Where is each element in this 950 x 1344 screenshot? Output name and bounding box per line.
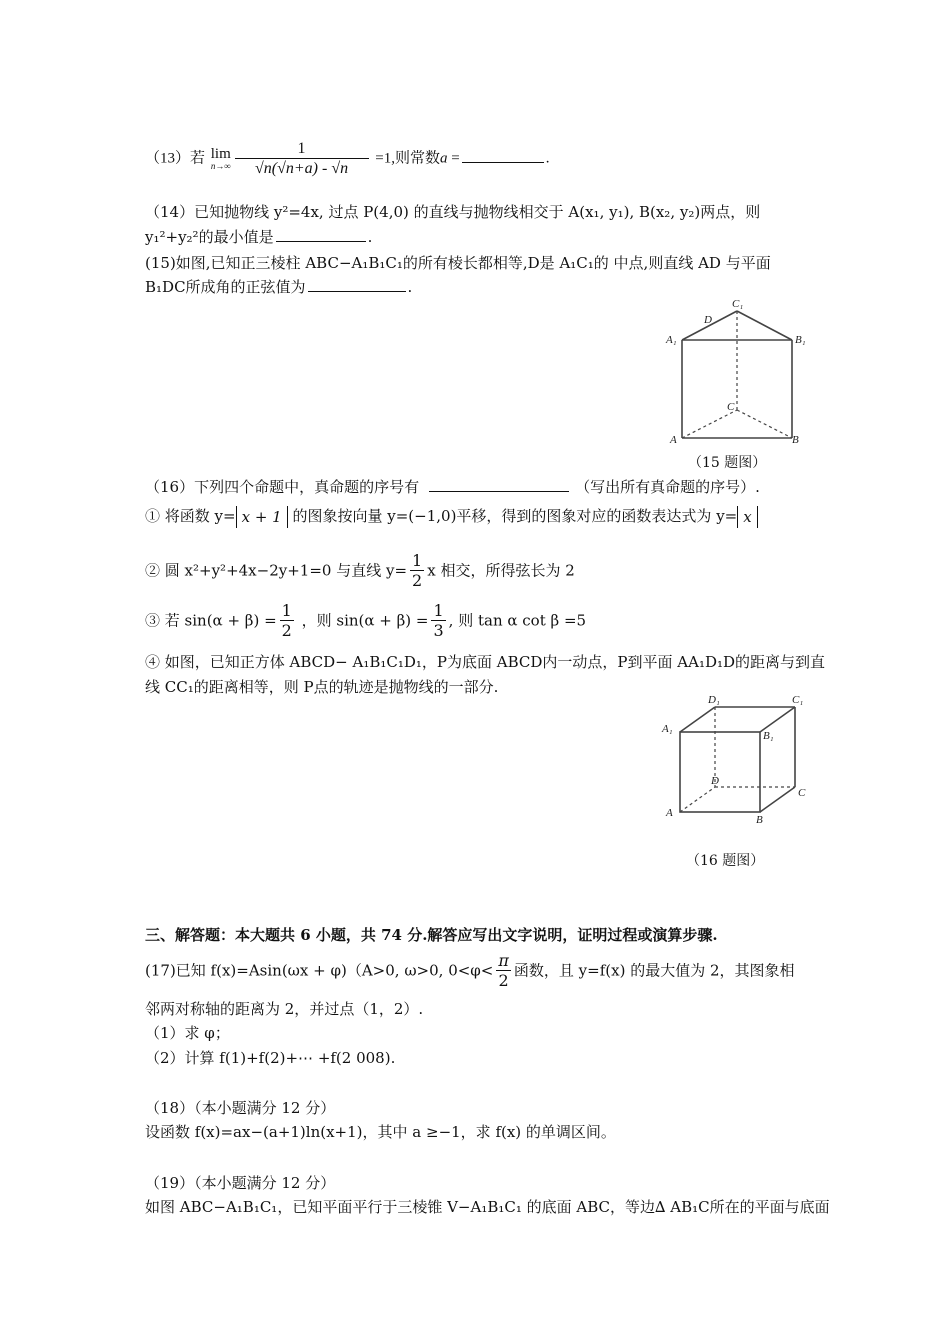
q16-item1-abs2: x <box>737 506 757 528</box>
q19-body: 如图 ABC−A₁B₁C₁，已知平面平行于三棱锥 V−A₁B₁C₁ 的底面 ABC，等边∆ AB₁C所在的平面与底面 <box>145 1198 830 1216</box>
q17-frac <box>496 952 511 991</box>
q16-item2-a: ② 圆 x²+y²+4x−2y+1=0 与直线 y= <box>145 561 408 580</box>
q16-item3-frac2 <box>431 602 445 641</box>
q16-item2-num: 1 <box>412 551 423 570</box>
q16-item1-a: ① 将函数 y= <box>145 507 236 525</box>
q16-cube-figure <box>660 692 820 827</box>
q16-item2-den: 2 <box>412 571 423 591</box>
q15-label-c: C <box>727 401 735 413</box>
q16-item3-num2: 1 <box>433 601 444 620</box>
q18-body: 设函数 f(x)=ax−(a+1)ln(x+1)，其中 a ≥−1，求 f(x) 的单调区间。 <box>145 1123 616 1141</box>
q16-answer-blank <box>429 490 569 492</box>
q16-caption: （16 题图） <box>686 853 765 869</box>
q16-item1-abs1: x + 1 <box>236 506 288 528</box>
q15-line2-end: . <box>407 278 413 296</box>
q16-item4-line2: 线 CC₁的距离相等，则 P点的轨迹是抛物线的一部分. <box>145 678 499 696</box>
q16-item3-den2: 3 <box>433 621 444 641</box>
q19-header: （19）（本小题满分 12 分） <box>145 1174 336 1192</box>
q17-line1-b: 函数，且 y=f(x) 的最大值为 2，其图象相 <box>513 961 795 980</box>
q13-limit <box>211 147 231 171</box>
q16-label-c1: C₁ <box>792 694 804 706</box>
q16-label-d1: D₁ <box>708 694 720 706</box>
q15-line2 <box>145 278 412 296</box>
q16-item2-b: x 相交，所得弦长为 2 <box>427 561 575 580</box>
q15-prism-figure <box>662 295 812 455</box>
q16-item2-frac <box>410 552 424 591</box>
q15-label-a: A <box>670 434 677 446</box>
q16-item3 <box>145 602 586 641</box>
q16-item3-num1: 1 <box>281 601 292 620</box>
q16-line1-prefix: （16）下列四个命题中，真命题的序号有 <box>145 478 420 496</box>
q16-item3-c: , 则 tan α cot β =5 <box>448 611 587 630</box>
q16-item2 <box>145 552 575 591</box>
q17-part1: （1）求 φ； <box>145 1024 230 1042</box>
q17-frac-den: 2 <box>498 971 509 991</box>
q17-line2: 邻两对称轴的距离为 2，并过点（1，2）. <box>145 1000 424 1018</box>
q16-label-a: A <box>666 807 673 819</box>
q16-label-b1: B₁ <box>763 730 774 742</box>
q13-var: a <box>440 150 448 167</box>
q17-line1 <box>145 952 795 991</box>
q16-item3-frac1 <box>280 602 294 641</box>
q16-item4-line1: ④ 如图，已知正方体 ABCD− A₁B₁C₁D₁，P为底面 ABCD内一动点，P到平面 AA₁D₁D的距离与到直 <box>145 653 826 671</box>
q15-label-d: D <box>704 314 712 326</box>
q14-line2-prefix: y₁²+y₂²的最小值是 <box>145 228 274 246</box>
q16-item1-b: 的图象按向量 y=(−1,0)平移，得到的图象对应的函数表达式为 y= <box>292 507 738 525</box>
q13-lim: lim <box>210 146 231 163</box>
q16-label-c: C <box>798 787 806 799</box>
q17-line1-a: (17)已知 f(x)=Asin(ωx + φ)（A>0, ω>0, 0<φ< <box>145 961 494 980</box>
q15-label-c1: C₁ <box>732 298 744 310</box>
q15-line1: (15)如图,已知正三棱柱 ABC−A₁B₁C₁的所有棱长都相等,D是 A₁C₁的 中点,则直线 AD 与平面 <box>145 254 771 272</box>
q16-item1 <box>145 506 758 528</box>
q15-line2-prefix: B₁DC所成角的正弦值为 <box>145 278 306 296</box>
q13-eq2: = <box>451 150 460 167</box>
q16-line1-end: （写出所有真命题的序号）. <box>575 478 760 496</box>
q15-label-b1: B₁ <box>795 334 806 346</box>
q16-label-d: D <box>711 775 719 787</box>
q15-label-b: B <box>792 434 799 446</box>
q16-line1 <box>145 478 760 496</box>
q13-equals: =1,则常数 <box>375 150 440 167</box>
q16-item3-b: ，则 sin(α + β) = <box>301 611 429 630</box>
q16-label-b: B <box>756 814 763 826</box>
q13-fraction <box>235 140 369 179</box>
section3-title: 三、解答题：本大题共 6 小题，共 74 分.解答应写出文字说明，证明过程或演算步骤. <box>145 926 718 944</box>
q13-end: . <box>545 150 550 167</box>
q14-answer-blank <box>276 240 366 242</box>
q17-part2: （2）计算 f(1)+f(2)+⋯ +f(2 008). <box>145 1049 396 1067</box>
q16-item3-a: ③ 若 sin(α + β) = <box>145 611 277 630</box>
q14-line2 <box>145 228 372 246</box>
q16-item3-den1: 2 <box>281 621 292 641</box>
q17-frac-num: π <box>498 951 509 970</box>
q15-label-a1: A₁ <box>666 334 677 346</box>
q18-header: （18）（本小题满分 12 分） <box>145 1099 336 1117</box>
q13-lim-sub: n→∞ <box>210 161 231 172</box>
q13-line <box>145 140 549 179</box>
q13-denominator: √n(√n+a) - √n <box>254 160 349 178</box>
q16-label-a1: A₁ <box>662 723 673 735</box>
q13-prefix: （13）若 <box>145 150 206 167</box>
q15-answer-blank <box>308 290 406 292</box>
q13-numerator: 1 <box>235 140 369 159</box>
q13-answer-blank <box>462 161 544 163</box>
q15-caption: （15 题图） <box>688 455 767 471</box>
q14-line2-end: . <box>367 228 373 246</box>
q14-line1: （14）已知抛物线 y²=4x, 过点 P(4,0) 的直线与抛物线相交于 A(x₁, y₁), B(x₂, y₂)两点，则 <box>145 203 761 221</box>
